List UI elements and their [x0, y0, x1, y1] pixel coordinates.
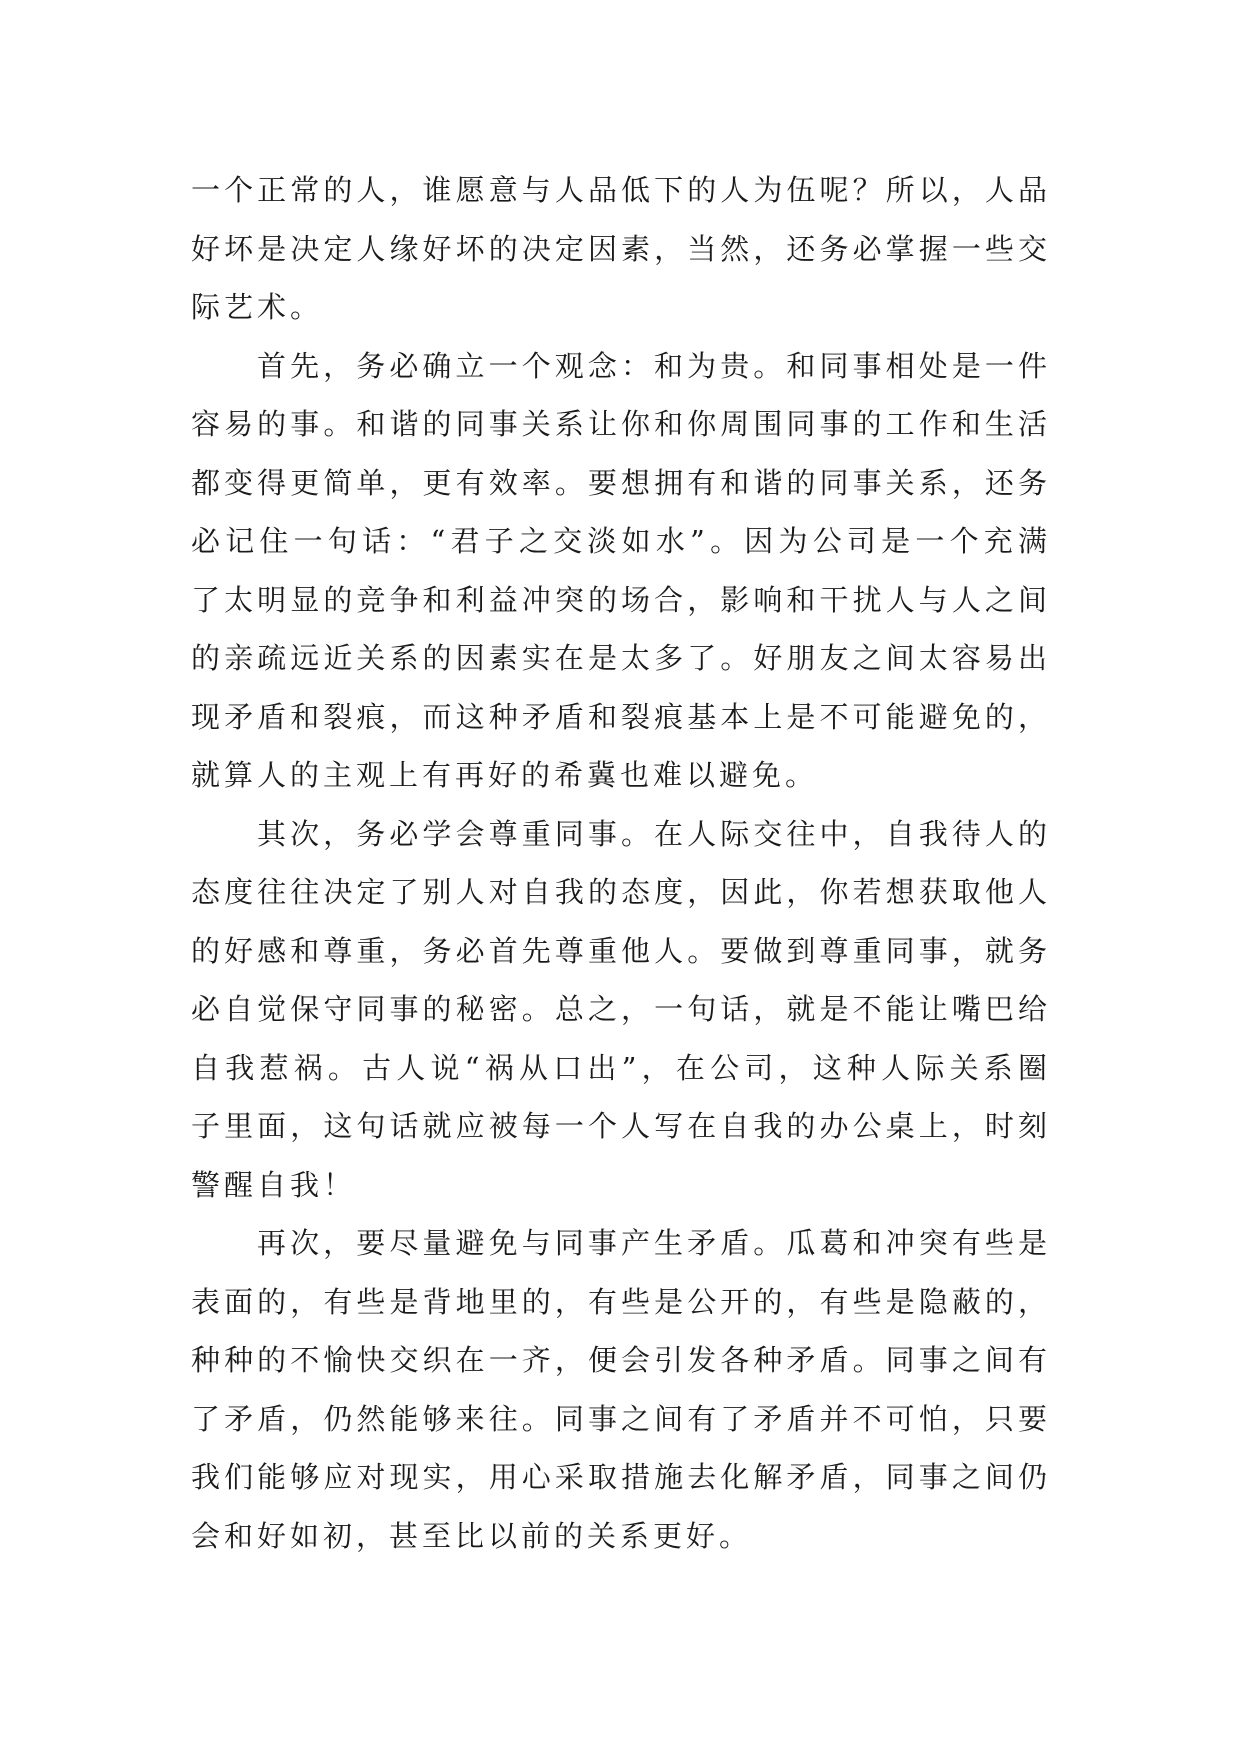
- paragraph-3: 其次，务必学会尊重同事。在人际交往中，自我待人的态度往往决定了别人对自我的态度，因此，你若想获取他人的好感和尊重，务必首先尊重他人。要做到尊重同事，就务必自觉保守同事的秘密。总之，一句话，就是不能让嘴巴给自我惹祸。古人说“祸从口出”，在公司，这种人际关系圈子里面，这句话就应被每一个人写在自我的办公桌上，时刻警醒自我！: [191, 816, 1051, 1202]
- paragraph-4: 再次，要尽量避免与同事产生矛盾。瓜葛和冲突有些是表面的，有些是背地里的，有些是公开的，有些是隐蔽的，种种的不愉快交织在一齐，便会引发各种矛盾。同事之间有了矛盾，仍然能够来往。同事之间有了矛盾并不可怕，只要我们能够应对现实，用心采取措施去化解矛盾，同事之间仍会和好如初，甚至比以前的关系更好。: [191, 1226, 1051, 1553]
- document-page: [191, 161, 1051, 1565]
- paragraph-2: 首先，务必确立一个观念：和为贵。和同事相处是一件容易的事。和谐的同事关系让你和你周围同事的工作和生活都变得更简单，更有效率。要想拥有和谐的同事关系，还务必记住一句话：“君子之交淡如水”。因为公司是一个充满了太明显的竞争和利益冲突的场合，影响和干扰人与人之间的亲疏远近关系的因素实在是太多了。好朋友之间太容易出现矛盾和裂痕，而这种矛盾和裂痕基本上是不可能避免的，就算人的主观上有再好的希冀也难以避免。: [191, 348, 1051, 792]
- paragraph-1: 一个正常的人，谁愿意与人品低下的人为伍呢？所以，人品好坏是决定人缘好坏的决定因素，当然，还务必掌握一些交际艺术。: [191, 173, 1051, 324]
